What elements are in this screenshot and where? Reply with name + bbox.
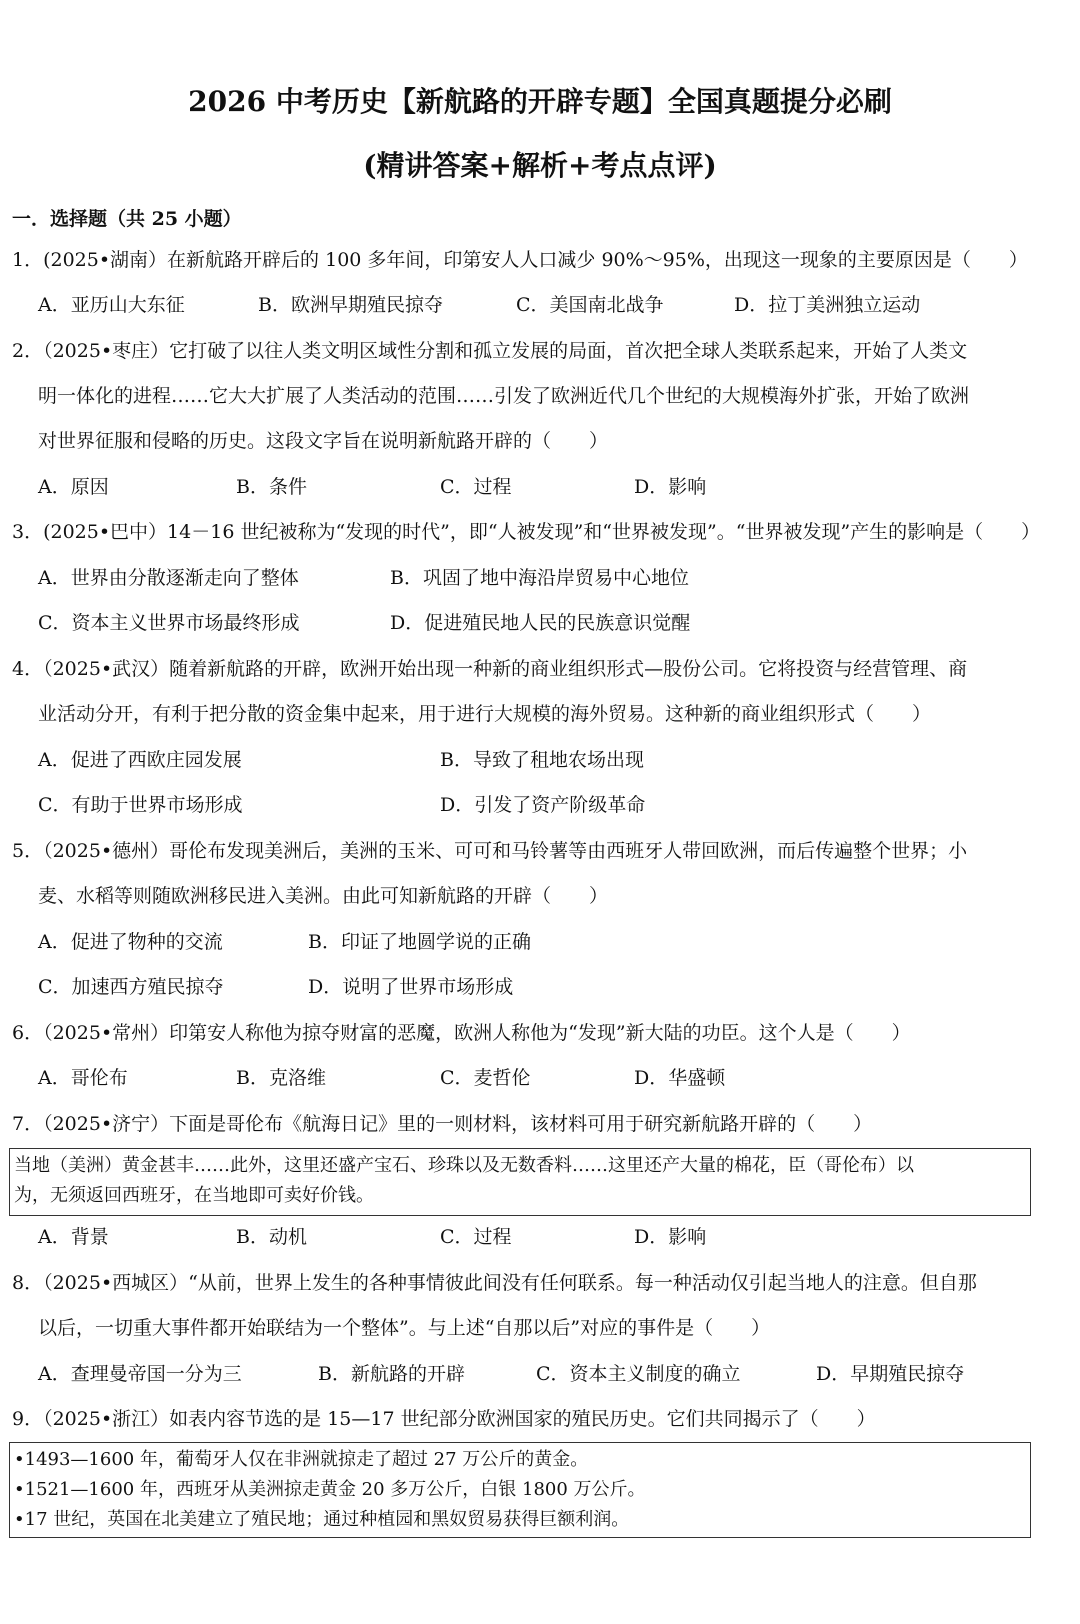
- q7-option-a: A．背景: [38, 1226, 109, 1248]
- q7-option-d: D．影响: [634, 1226, 707, 1248]
- q4-option-a: A．促进了西欧庄园发展: [38, 749, 242, 771]
- question-3-stem: 3．(2025•巴中）14－16 世纪被称为“发现的时代”，即“人被发现”和“世界被发现”。“世界被发现”产生的影响是（ ）: [12, 521, 1041, 543]
- q3-option-c: C．资本主义世界市场最终形成: [38, 612, 300, 634]
- q8-option-b: B．新航路的开辟: [318, 1363, 465, 1385]
- q1-option-c: C．美国南北战争: [516, 294, 664, 316]
- question-2-stem: 2．（2025•枣庄）它打破了以往人类文明区域性分割和孤立发展的局面，首次把全球人类联系起来，开始了人类文: [12, 340, 968, 362]
- q5-option-c: C．加速西方殖民掠夺: [38, 976, 224, 998]
- q7-material-line: 为，无须返回西班牙，在当地即可卖好价钱。: [14, 1185, 374, 1206]
- q8-option-a: A．查理曼帝国一分为三: [38, 1363, 242, 1385]
- q6-option-c: C．麦哲伦: [440, 1067, 531, 1089]
- q2-option-b: B．条件: [236, 476, 307, 498]
- question-5-stem-cont: 麦、水稻等则随欧洲移民进入美洲。由此可知新航路的开辟（ ）: [38, 885, 609, 907]
- q6-option-a: A．哥伦布: [38, 1067, 128, 1089]
- q3-option-a: A．世界由分散逐渐走向了整体: [38, 567, 299, 589]
- question-1-stem: 1．(2025•湖南）在新航路开辟后的 100 多年间，印第安人人口减少 90%～95%，出现这一现象的主要原因是（ ）: [12, 249, 1028, 271]
- q5-option-a: A．促进了物种的交流: [38, 931, 223, 953]
- q5-option-d: D．说明了世界市场形成: [308, 976, 514, 998]
- question-4-stem: 4．（2025•武汉）随着新航路的开辟，欧洲开始出现一种新的商业组织形式—股份公司。它将投资与经营管理、商: [12, 658, 968, 680]
- q3-option-b: B．巩固了地中海沿岸贸易中心地位: [390, 567, 689, 589]
- q6-option-b: B．克洛维: [236, 1067, 326, 1089]
- q9-table-row: •1493—1600 年，葡萄牙人仅在非洲就掠走了超过 27 万公斤的黄金。: [14, 1449, 589, 1470]
- q7-material-line: 当地（美洲）黄金甚丰……此外，这里还盛产宝石、珍珠以及无数香料……这里还产大量的棉花，臣（哥伦布）以: [14, 1155, 914, 1176]
- q4-option-d: D．引发了资产阶级革命: [440, 794, 646, 816]
- q2-option-d: D．影响: [634, 476, 707, 498]
- question-8-stem: 8．（2025•西城区）“从前，世界上发生的各种事情彼此间没有任何联系。每一种活动仅引起当地人的注意。但自那: [12, 1272, 977, 1294]
- question-4-stem-cont: 业活动分开，有利于把分散的资金集中起来，用于进行大规模的海外贸易。这种新的商业组织形式（ ）: [38, 703, 932, 725]
- question-6-stem: 6．（2025•常州）印第安人称他为掠夺财富的恶魔，欧洲人称他为“发现”新大陆的功臣。这个人是（ ）: [12, 1022, 911, 1044]
- q9-table-row: •17 世纪，英国在北美建立了殖民地；通过种植园和黑奴贸易获得巨额利润。: [14, 1509, 630, 1530]
- question-9-stem: 9．（2025•浙江）如表内容节选的是 15—17 世纪部分欧洲国家的殖民历史。它们共同揭示了（ ）: [12, 1408, 876, 1430]
- question-2-stem-cont: 明一体化的进程……它大大扩展了人类活动的范围……引发了欧洲近代几个世纪的大规模海外扩张，开始了欧洲: [38, 385, 970, 407]
- q8-option-d: D．早期殖民掠夺: [816, 1363, 965, 1385]
- question-8-stem-cont: 以后，一切重大事件都开始联结为一个整体”。与上述“自那以后”对应的事件是（ ）: [38, 1317, 771, 1339]
- q7-option-b: B．动机: [236, 1226, 307, 1248]
- q9-table-row: •1521—1600 年，西班牙从美洲掠走黄金 20 多万公斤，白银 1800 万公斤。: [14, 1479, 646, 1500]
- q7-material-box: [9, 1148, 1031, 1216]
- q3-option-d: D．促进殖民地人民的民族意识觉醒: [390, 612, 691, 634]
- q8-option-c: C．资本主义制度的确立: [536, 1363, 741, 1385]
- q4-option-c: C．有助于世界市场形成: [38, 794, 243, 816]
- q2-option-a: A．原因: [38, 476, 109, 498]
- q2-option-c: C．过程: [440, 476, 512, 498]
- question-5-stem: 5．（2025•德州）哥伦布发现美洲后，美洲的玉米、可可和马铃薯等由西班牙人带回欧洲，而后传遍整个世界；小: [12, 840, 968, 862]
- q4-option-b: B．导致了租地农场出现: [440, 749, 644, 771]
- q1-option-a: A．亚历山大东征: [38, 294, 185, 316]
- page-subtitle: (精讲答案+解析+考点点评): [363, 149, 717, 182]
- question-2-stem-cont: 对世界征服和侵略的历史。这段文字旨在说明新航路开辟的（ ）: [38, 430, 609, 452]
- q5-option-b: B．印证了地圆学说的正确: [308, 931, 531, 953]
- page-title: 2026 中考历史【新航路的开辟专题】全国真题提分必刷: [188, 85, 892, 118]
- q6-option-d: D．华盛顿: [634, 1067, 726, 1089]
- section-heading: 一．选择题（共 25 小题）: [12, 208, 242, 230]
- q1-option-d: D．拉丁美洲独立运动: [734, 294, 921, 316]
- q1-option-b: B．欧洲早期殖民掠夺: [258, 294, 443, 316]
- question-7-stem: 7．（2025•济宁）下面是哥伦布《航海日记》里的一则材料，该材料可用于研究新航路开辟的（ ）: [12, 1113, 873, 1135]
- q9-table-box: [9, 1442, 1031, 1538]
- q7-option-c: C．过程: [440, 1226, 512, 1248]
